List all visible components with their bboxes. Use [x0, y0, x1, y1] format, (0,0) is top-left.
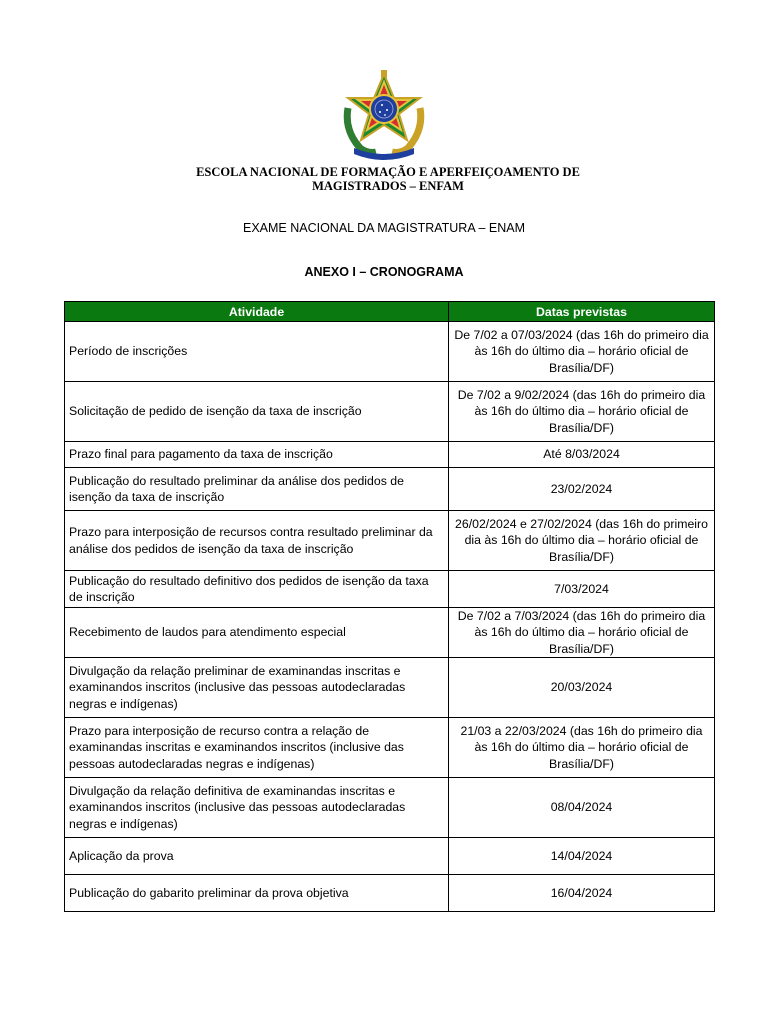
- activity-cell: Divulgação da relação definitiva de examinandas inscritas e examinandos inscritos (inclusive das pessoas autodeclaradas negras e indígenas): [65, 778, 449, 838]
- exam-title: EXAME NACIONAL DA MAGISTRATURA – ENAM: [242, 221, 525, 235]
- brazil-coat-of-arms-icon: [338, 68, 430, 162]
- table-row: [65, 875, 715, 912]
- dates-cell: 14/04/2024: [449, 838, 715, 875]
- dates-cell: 21/03 a 22/03/2024 (das 16h do primeiro dia às 16h do último dia – horário oficial de Brasília/DF): [449, 718, 715, 778]
- table-row: [65, 658, 715, 718]
- table-row: [65, 468, 715, 511]
- schedule-table: [64, 301, 715, 912]
- table-row: [65, 442, 715, 468]
- table-row: [65, 511, 715, 571]
- dates-cell: 08/04/2024: [449, 778, 715, 838]
- activity-cell: Solicitação de pedido de isenção da taxa de inscrição: [65, 382, 449, 442]
- table-header-row: [65, 302, 715, 322]
- activity-cell: Divulgação da relação preliminar de examinandas inscritas e examinandos inscritos (inclusive das pessoas autodeclaradas negras e indígenas): [65, 658, 449, 718]
- dates-cell: 7/03/2024: [449, 571, 715, 608]
- dates-cell: 16/04/2024: [449, 875, 715, 912]
- dates-cell: 20/03/2024: [449, 658, 715, 718]
- activity-cell: Publicação do gabarito preliminar da prova objetiva: [65, 875, 449, 912]
- annex-title: ANEXO I – CRONOGRAMA: [304, 265, 464, 279]
- activity-cell: Publicação do resultado preliminar da análise dos pedidos de isenção da taxa de inscrição: [65, 468, 449, 511]
- activity-cell: Recebimento de laudos para atendimento especial: [65, 608, 449, 658]
- table-row: [65, 322, 715, 382]
- activity-cell: Aplicação da prova: [65, 838, 449, 875]
- table-row: [65, 838, 715, 875]
- activity-cell: Publicação do resultado definitivo dos pedidos de isenção da taxa de inscrição: [65, 571, 449, 608]
- table-row: [65, 718, 715, 778]
- table-row: [65, 778, 715, 838]
- institution-name: ESCOLA NACIONAL DE FORMAÇÃO E APERFEIÇOAMENTO DE MAGISTRADOS – ENFAM: [196, 165, 580, 193]
- dates-cell: 26/02/2024 e 27/02/2024 (das 16h do primeiro dia às 16h do último dia – horário oficial de Brasília/DF): [449, 511, 715, 571]
- column-header-activity: Atividade: [65, 302, 449, 322]
- table-row: [65, 571, 715, 608]
- table-row: [65, 608, 715, 658]
- activity-cell: Período de inscrições: [65, 322, 449, 382]
- dates-cell: 23/02/2024: [449, 468, 715, 511]
- dates-cell: De 7/02 a 9/02/2024 (das 16h do primeiro dia às 16h do último dia – horário oficial de Brasília/DF): [449, 382, 715, 442]
- dates-cell: Até 8/03/2024: [449, 442, 715, 468]
- activity-cell: Prazo para interposição de recursos contra resultado preliminar da análise dos pedidos de isenção da taxa de inscrição: [65, 511, 449, 571]
- dates-cell: De 7/02 a 07/03/2024 (das 16h do primeiro dia às 16h do último dia – horário oficial de Brasília/DF): [449, 322, 715, 382]
- column-header-dates: Datas previstas: [449, 302, 715, 322]
- dates-cell: De 7/02 a 7/03/2024 (das 16h do primeiro dia às 16h do último dia – horário oficial de Brasília/DF): [449, 608, 715, 658]
- table-row: [65, 382, 715, 442]
- activity-cell: Prazo final para pagamento da taxa de inscrição: [65, 442, 449, 468]
- activity-cell: Prazo para interposição de recurso contra a relação de examinandas inscritas e examinandos inscritos (inclusive das pessoas autodeclaradas negras e indígenas): [65, 718, 449, 778]
